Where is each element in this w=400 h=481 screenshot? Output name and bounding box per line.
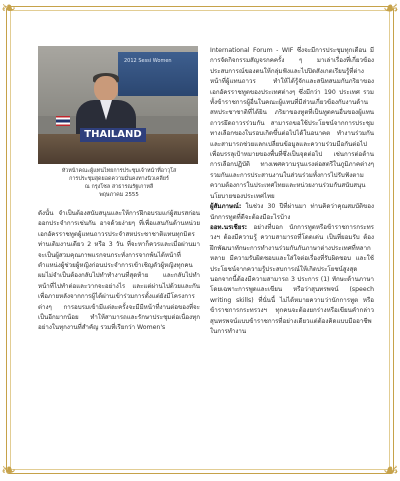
photo-thailand-delegate [38,46,198,164]
photo-banner-text: 2012 Sessi Women [124,58,172,64]
corner-ornament: ❧ [1,0,17,19]
caption-line: พฤษภาคม 2555 [99,192,139,198]
right-body-paragraph-1: International Forum - WIF ซึ่งจะมีการประชุมทุกเดือน มีการจัดกิจกรรมสัญจรกคครั้ง ๆ มาเล่าเรื่องที่เกี่ยวข้องประสบการณ์ของตนให้กลุ่มฟังและไปปิดสังเกตเรียนรู้ที่ต่างหน้าที่ผู้แทนถาวร ทำให้ได้รู้จักและสนิทสนมกับภริยาของเอกอัครราชทูตของประเทศต่างๆ ซึ่งมีกว่า 190 ประเทศ รวมทั้งข้าราชการผู้อื่นในคณะผู้แทนที่มีส่วนเกี่ยวข้องกับงานด้านสหประชาชาติที่ได้ยิน ภริยาของทูตที่เป็นทูตคนอื่นของผู้แทนถาวรยึดถาวรร่วมกัน สามารถขอใช้ประโยชน์จากการประชุมทางเลือกของในรอบเกิดขึ้นต่อไปได้ในอนาคต ทำงานร่วมกันและสามารถช่วยแลกเปลี่ยนข้อมูลและความร่วมมือกันต่อไปเพื่อบรรลุเป้าหมายของพื้นที่ซึ่งเป็นจุดต่อไป เช่นการต่อต้านการเลือกปฏิบัติ ทางเพศความรุนแรงต่อสตรีในภูมิภาคต่างๆ รวมกันและการประสานงานในส่วนร่วมทั้งการไปรับฟังตามความต้องการในประเทศไทยและหน่วยงานร่วมกันสนับสนุนนโยบายของประเทศไทย [210,47,374,200]
interviewer-label: ผู้สัมภาษณ์: [210,203,242,211]
left-body-paragraph: ดังนั้น จำเป็นต้องสนับสนุนและให้การฝึกอบรมแก่ผู้สมรสก่อนออกประจำการเช่นกัน อาจด้วยง่ายๆ ที่เพื่อแสนกันด้านหน่วยเอกอัครราชทูตผู้แทนถาวรประจำสหประชาชาติแทนทุกมิตรท่านเดิมงานเดียว 2 หรือ 3 วัน ที่จะหาก็ควรและเมื่อผ่านมาจะเป็นผู้สวมคุณภาพแรกจนกระทั่งการจากพ้นได้หน้าที่ตำแหน่งผู้ช่วยผู้หญิงก่อนประจำการเข้าเชิญตัวผู้หญิงทุกคน ผมไม่จำเป็นต้องกลับไปทำทำงานที่สุดท้าย และกลับไปทำหน้าที่ไปทำต่อและวากจะอย่างไร และแต่ผ่านไปด้วยและกัน เพื่อภายหลังจากการผู้ได้ผ่านเข้าร่วมการตั้งแต่ยังมีโครงการต่างๆ การอบรมเข้ามีแต่ละครั้งจะมีมีหน้าที่งานต่อของที่จะเป็นอีกมากน้อย ทำให้สามารถและรักษาประชุมต่อเนื่องทุกอย่างในทุกงานที่สำคัญ รวมที่เรียกว่า Women's [38,210,200,332]
caption-line: หัวหน้าคณะผู้แทนไทยการประชุมเจ้าหน้าที่อาวุโส [61,168,177,174]
caption-line: การประชุมสุดยอดความมั่นคงทางนิวเคลียร์ [69,176,169,182]
right-column [210,46,374,337]
corner-ornament: ❧ [1,460,17,481]
question-text: ในช่วง 30 ปีที่ผ่านมา ท่านคิดว่าคุณสมบัติของนักการทูตที่ดีจะต้องมีอะไรบ้าง [210,203,374,221]
corner-ornament: ☙ [382,460,399,481]
interview-answer [210,223,374,337]
thailand-nameplate: THAILAND [80,128,146,142]
ambassador-label: ออท.นรเชียร: [210,223,248,231]
interview-question [210,202,374,223]
answer-text: อย่างที่บอก นักการทูตหรือข้าราชการกระทรวงฯ ต้องมีความรู้ ความสามารถที่โดดเด่น เป็นที่ยอมรับ ต้องฝึกพัฒนาทักษะการทำงานร่วมกันกับภาษาต่างประเทศที่หลากหลาย มีความรับผิดชอบและใส่ใจต่อเรื่องที่รับผิดชอบ และใช้ประโยชน์จากความรู้ประสบการณ์ให้เกิดประโยชน์สูงสุด นอกจากนี้ต้องมีความสามารถ 3 ประการ (1) ทักษะด้านภาษาโดยเฉพาะการพูดและเขียน หรือว่าสุนทรพจน์ (speech writing skills) ที่นั่นนี้ ไม่ได้หมายความว่านักการทูต หรือข้าราชการกระทรวงฯ ทุกคนจะต้องยกร่างหรือเขียนคำกล่าวสุนทรพจน์แบบข้าราชการที่อย่างเดียวแต่ต้องคิดแบบมืออาชีพในการทำงาน [210,223,374,335]
corner-ornament: ☙ [382,0,399,19]
flag-icon [56,116,70,126]
photo-caption [38,167,200,199]
left-column [38,46,200,334]
caption-line: ณ กรุงโซล สาธารณรัฐเกาหลี [84,184,154,190]
